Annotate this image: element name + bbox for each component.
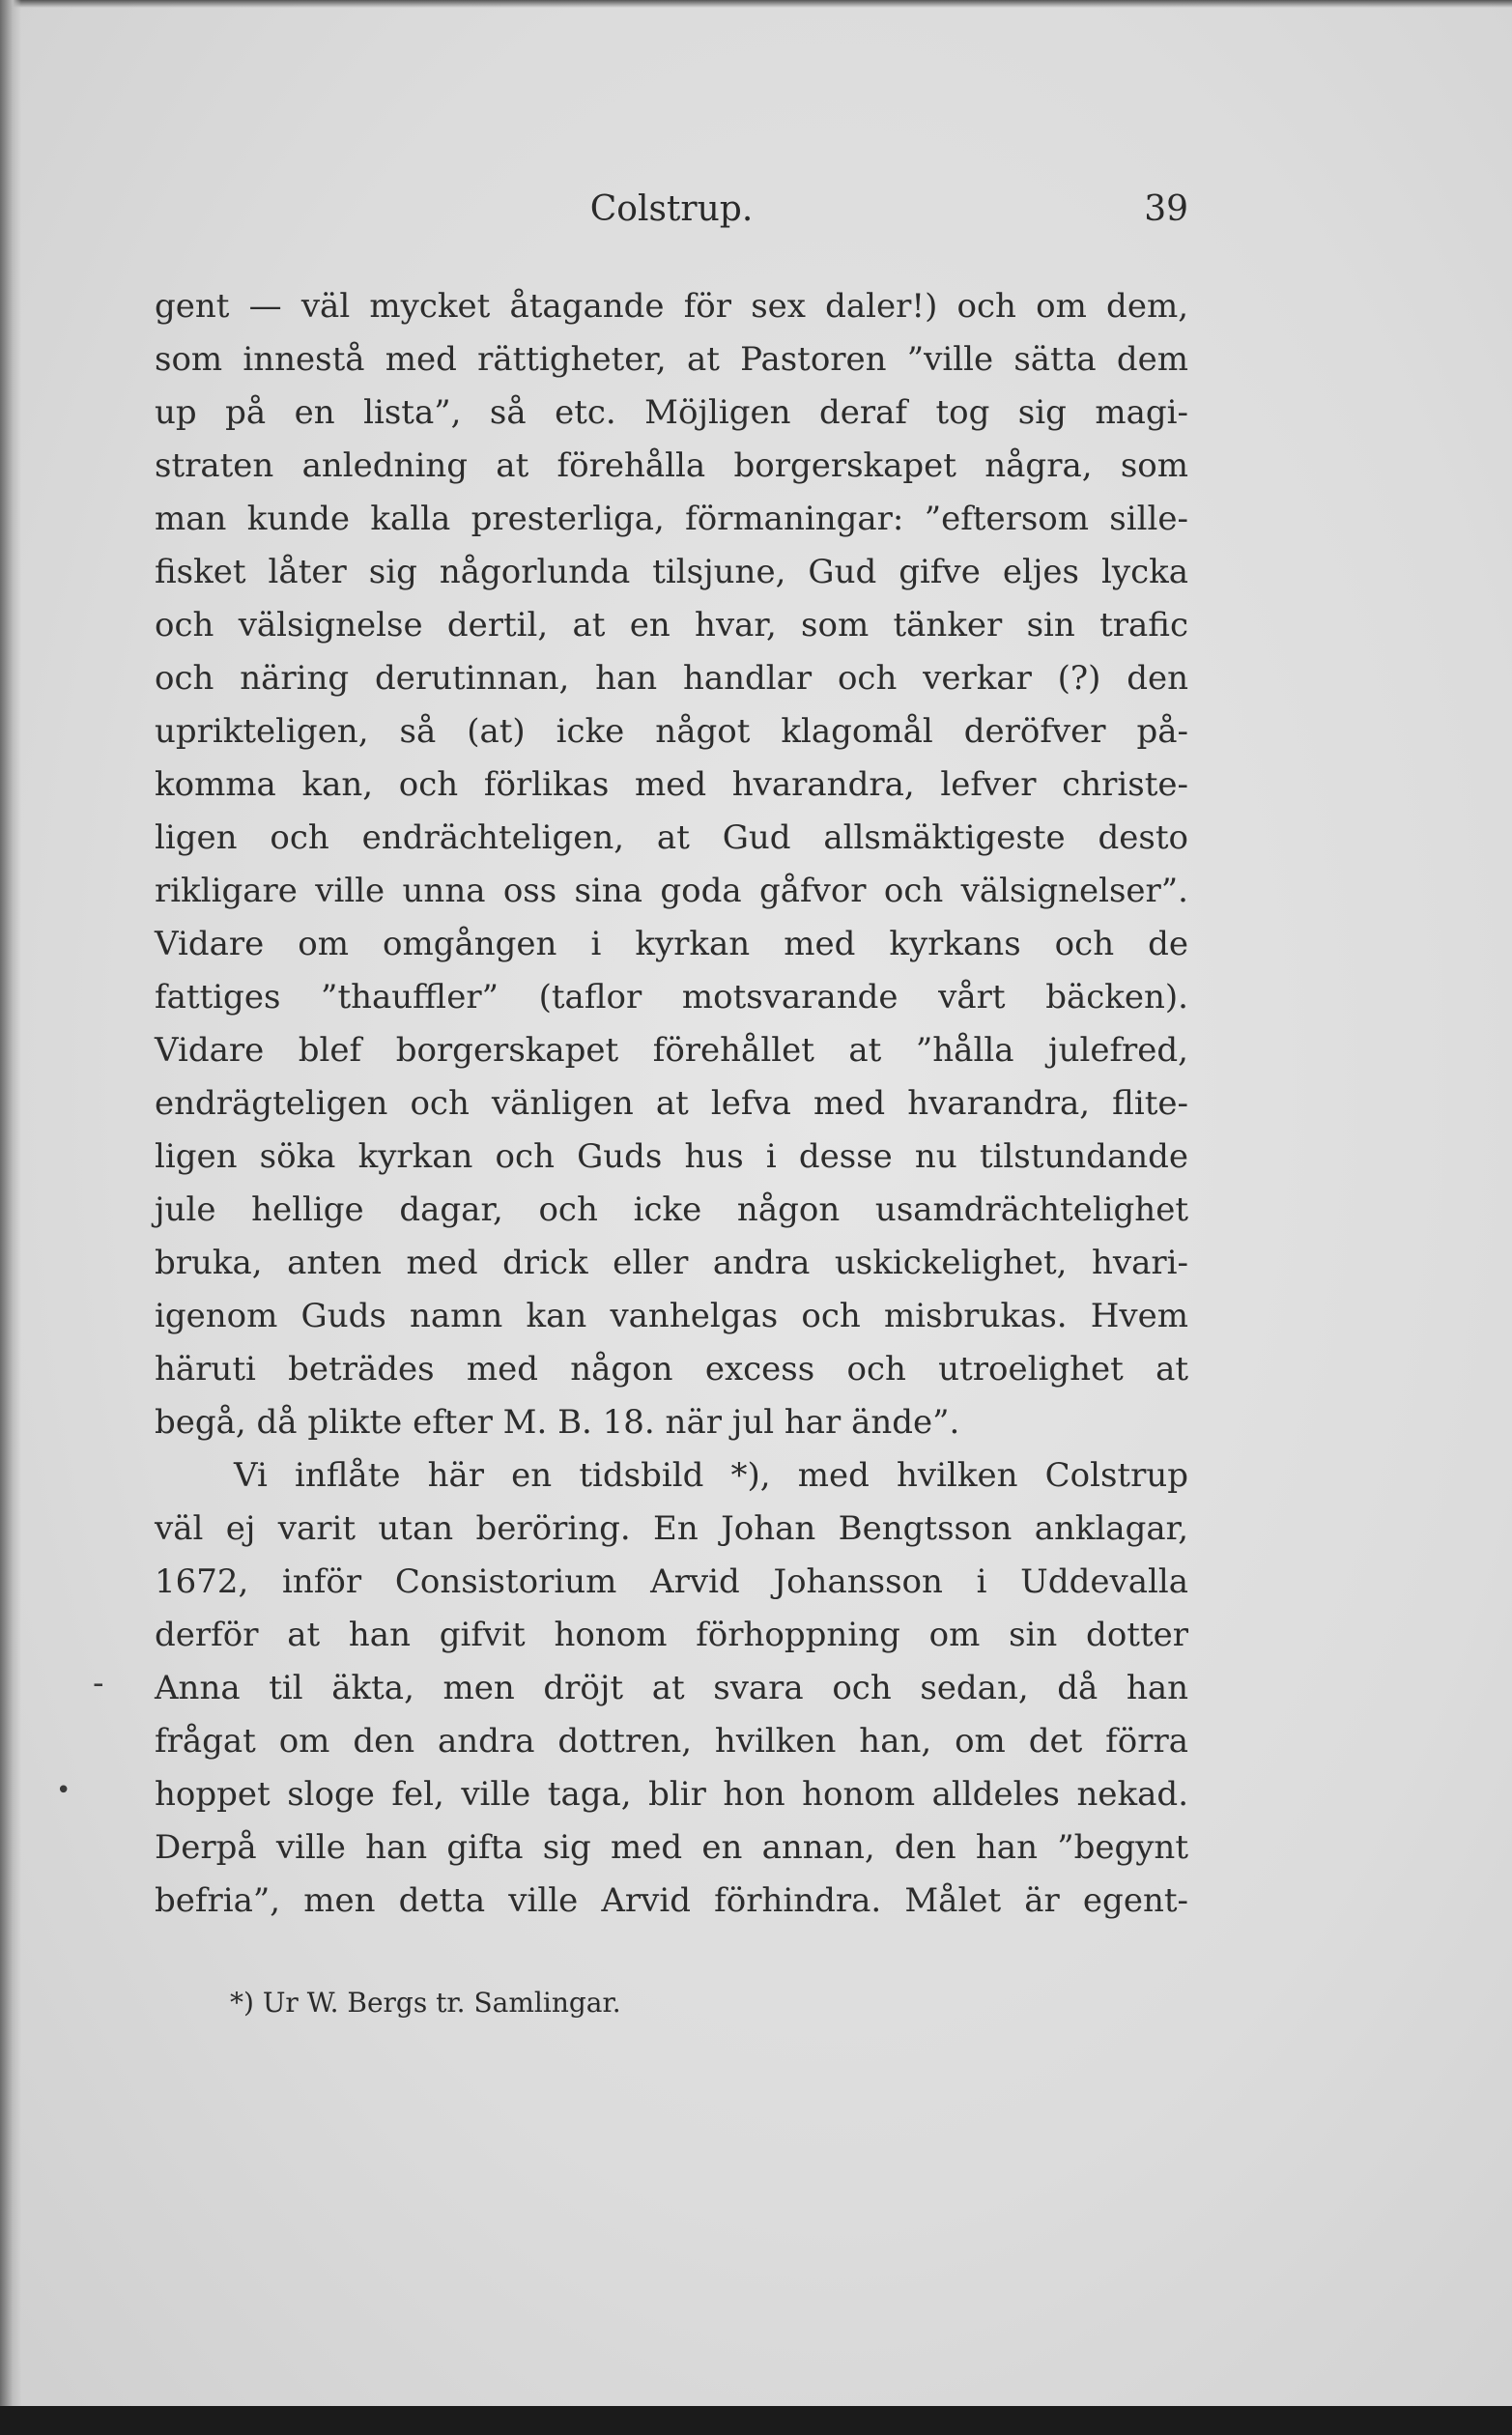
- page-number: 39: [1144, 189, 1188, 229]
- text-line: ligen och endrächteligen, at Gud allsmäktigeste desto: [155, 818, 1188, 857]
- text-line: up på en lista”, så etc. Möjligen deraf tog sig magi-: [155, 393, 1188, 432]
- text-line: bruka, anten med drick eller andra uskickelighet, hvari-: [155, 1244, 1188, 1282]
- text-line: 1672, inför Consistorium Arvid Johansson i Uddevalla: [155, 1562, 1188, 1601]
- text-line: komma kan, och förlikas med hvarandra, lefver christe-: [155, 765, 1188, 804]
- text-line: hoppet sloge fel, ville taga, blir hon honom alldeles nekad.: [155, 1775, 1188, 1814]
- text-line: man kunde kalla presterliga, förmaningar: ”eftersom sille-: [155, 500, 1188, 538]
- margin-dot-mark: •: [56, 1776, 71, 1805]
- text-line: gent — väl mycket åtagande för sex daler!) och om dem,: [155, 287, 1188, 326]
- text-line: frågat om den andra dottren, hvilken han, om det förra: [155, 1722, 1188, 1761]
- running-title: Colstrup.: [589, 189, 754, 229]
- text-line: fisket låter sig någorlunda tilsjune, Gud gifve eljes lycka: [155, 553, 1188, 591]
- text-line: derför at han gifvit honom förhoppning om sin dotter: [155, 1616, 1188, 1654]
- text-line: Anna til äkta, men dröjt at svara och sedan, då han: [155, 1669, 1188, 1707]
- text-line: Vidare om omgången i kyrkan med kyrkans och de: [155, 925, 1188, 963]
- footnote: *) Ur W. Bergs tr. Samlingar.: [230, 1987, 621, 2019]
- text-line: och näring derutinnan, han handlar och verkar (?) den: [155, 659, 1188, 698]
- text-line: uprikteligen, så (at) icke något klagomål deröfver på-: [155, 712, 1188, 751]
- text-line: endrägteligen och vänligen at lefva med hvarandra, flite-: [155, 1084, 1188, 1123]
- text-line: fattiges ”thauffler” (taflor motsvarande vårt bäcken).: [155, 978, 1188, 1017]
- margin-dash-mark: -: [93, 1664, 104, 1703]
- text-line: igenom Guds namn kan vanhelgas och misbrukas. Hvem: [155, 1297, 1188, 1335]
- page-header: [155, 189, 1188, 238]
- text-line: ligen söka kyrkan och Guds hus i desse nu tilstundande: [155, 1137, 1188, 1176]
- paragraph-start-line: Vi inflåte här en tidsbild *), med hvilken Colstrup: [234, 1456, 1188, 1495]
- text-line: rikligare ville unna oss sina goda gåfvor och välsignelser”.: [155, 872, 1188, 910]
- page-left-edge: [0, 0, 21, 2406]
- text-line: begå, då plikte efter M. B. 18. när jul har ände”.: [155, 1403, 960, 1442]
- body-text: [155, 280, 1188, 1928]
- text-line: jule hellige dagar, och icke någon usamdrächtelighet: [155, 1190, 1188, 1229]
- text-line: som innestå med rättigheter, at Pastoren ”ville sätta dem: [155, 340, 1188, 379]
- text-line: väl ej varit utan beröring. En Johan Bengtsson anklagar,: [155, 1509, 1188, 1548]
- text-line: Vidare blef borgerskapet förehållet at ”hålla julefred,: [155, 1031, 1188, 1070]
- text-line: häruti beträdes med någon excess och utroelighet at: [155, 1350, 1188, 1389]
- text-line: befria”, men detta ville Arvid förhindra. Målet är egent-: [155, 1881, 1188, 1920]
- scan-top-shadow: [0, 0, 1512, 8]
- text-line: och välsignelse dertil, at en hvar, som tänker sin trafic: [155, 606, 1188, 645]
- text-line: straten anledning at förehålla borgerskapet några, som: [155, 446, 1188, 485]
- text-line: Derpå ville han gifta sig med en annan, den han ”begynt: [155, 1828, 1188, 1867]
